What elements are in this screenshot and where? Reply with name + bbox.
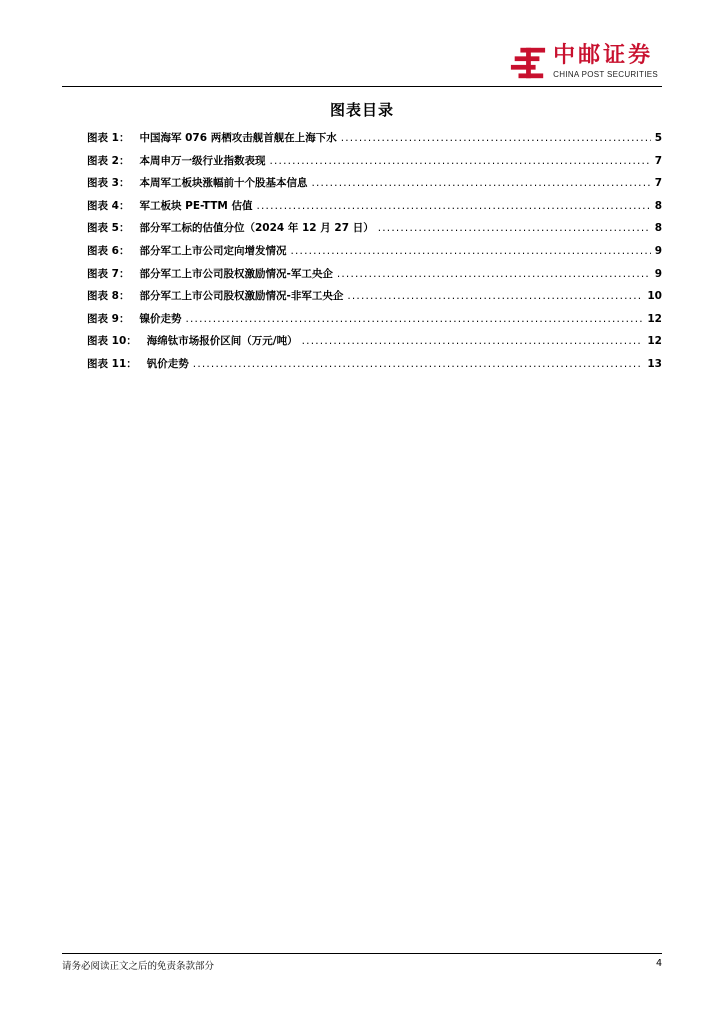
toc-entry-label: 图表 8：: [87, 290, 130, 303]
toc-entry-text: 海绵钛市场报价区间（万元/吨）: [146, 335, 298, 348]
toc-entry-label: 图表 7：: [87, 267, 130, 280]
toc-entry[interactable]: [87, 243, 662, 266]
toc-entry-text: 本周军工板块涨幅前十个股基本信息: [139, 177, 308, 190]
toc-entry-label: 图表 3：: [87, 177, 130, 190]
toc-leader-dots: [341, 132, 651, 144]
toc-entry[interactable]: [87, 153, 662, 176]
toc-entry[interactable]: [87, 220, 662, 243]
toc-leader-dots: [269, 155, 650, 167]
toc-entry-page: 12: [647, 312, 662, 325]
page-number: 4: [655, 958, 662, 969]
footer-disclaimer: 请务必阅读正文之后的免责条款部分: [62, 961, 215, 972]
toc-entry-page: 10: [647, 290, 662, 303]
toc-leader-dots: [311, 177, 650, 189]
toc-entry-label: 图表 11：: [87, 357, 137, 370]
toc-entry-label: 图表 1：: [87, 132, 130, 144]
toc-entry-page: 12: [647, 335, 662, 348]
toc-entry[interactable]: [87, 175, 662, 198]
toc-entry[interactable]: [87, 311, 662, 334]
page-header: [62, 40, 662, 87]
toc-entry-page: 9: [654, 267, 662, 280]
toc-leader-dots: [256, 200, 650, 212]
toc-entry[interactable]: [87, 333, 662, 356]
toc-entry-page: 7: [654, 154, 662, 167]
toc-leader-dots: [290, 245, 650, 257]
toc-leader-dots: [185, 313, 643, 325]
toc-entry-label: 图表 6：: [87, 244, 130, 257]
toc-entry-label: 图表 9：: [87, 312, 130, 325]
toc-leader-dots: [347, 290, 643, 302]
toc-entry-text: 军工板块 PE-TTM 估值: [139, 199, 253, 212]
toc-entry-text: 部分军工上市公司定向增发情况: [139, 244, 287, 257]
toc-entry-label: 图表 2：: [87, 154, 130, 167]
toc-entry-label: 图表 4：: [87, 199, 130, 212]
toc-entry-page: 8: [654, 199, 662, 212]
toc-entry[interactable]: [87, 356, 662, 379]
toc-leader-dots: [193, 358, 644, 370]
toc-leader-dots: [337, 268, 651, 280]
toc-entry-text: 钒价走势: [146, 357, 189, 370]
toc-leader-dots: [302, 335, 644, 347]
china-post-logo-icon: [509, 44, 547, 82]
toc-entry-label: 图表 10：: [87, 335, 137, 348]
toc-entry-page: 7: [654, 177, 662, 190]
toc-entry-page: 8: [654, 222, 662, 235]
toc-entry[interactable]: [87, 130, 662, 153]
toc-entry-text: 中国海军 076 两栖攻击舰首舰在上海下水: [139, 132, 337, 144]
toc-entry-text: 部分军工标的估值分位（2024 年 12 月 27 日）: [139, 222, 374, 235]
toc-entry-page: 5: [654, 132, 662, 144]
toc-entry[interactable]: [87, 288, 662, 311]
toc-entry-page: 13: [647, 357, 662, 370]
company-logo: [509, 44, 658, 84]
toc-title: 图表目录: [329, 101, 394, 119]
page-footer: [62, 953, 662, 972]
toc-leader-dots: [378, 222, 651, 234]
toc-entry-label: 图表 5：: [87, 222, 130, 235]
toc-entry-text: 镍价走势: [139, 312, 182, 325]
toc-entry[interactable]: [87, 266, 662, 289]
toc-entry-text: 部分军工上市公司股权激励情况-非军工央企: [139, 290, 344, 303]
table-of-figures: [87, 130, 662, 379]
toc-entry-page: 9: [654, 244, 662, 257]
logo-chinese-name: 中邮证券: [553, 43, 654, 68]
toc-entry-text: 部分军工上市公司股权激励情况-军工央企: [139, 267, 333, 280]
logo-english-name: CHINA POST SECURITIES: [553, 70, 658, 79]
logo-text: [553, 44, 658, 79]
toc-entry[interactable]: [87, 198, 662, 221]
toc-entry-text: 本周申万一级行业指数表现: [139, 154, 266, 167]
